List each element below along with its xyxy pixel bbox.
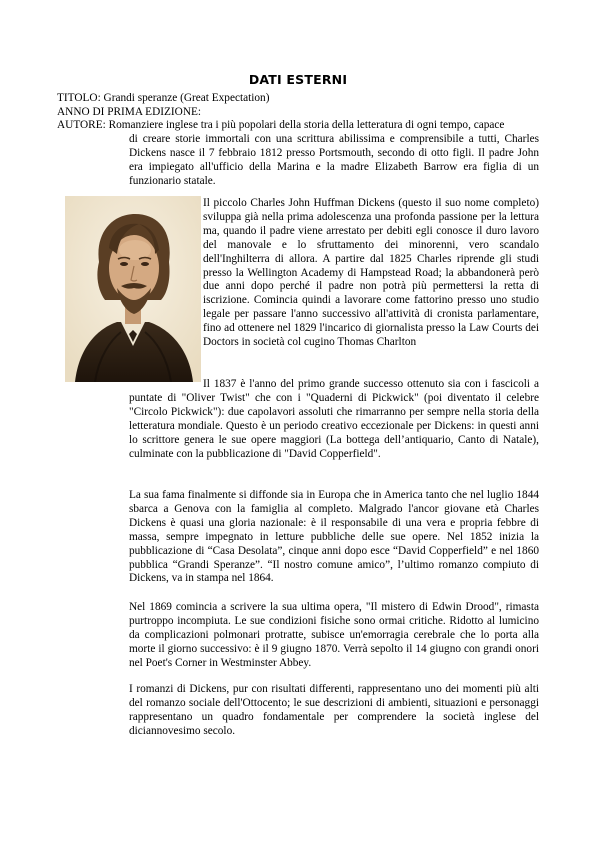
autore-continuation: di creare storie immortali con una scrittura abilissima e comprensibile a tutti, Charles Dickens nasce il 7 febbraio 1812 presso Portsmouth, secondo di otto figli. Il padre John era impiegato all'ufficio della Marina e la madre Elizabeth Barrow era figlia di un funzionario statale. [129,132,539,187]
anno-line: ANNO DI PRIMA EDIZIONE: [57,105,202,118]
autore-label-line: AUTORE: Romanziere inglese tra i più popolari della storia della letteratura di ogni tempo, capace [57,119,505,131]
author-portrait-image [65,196,201,382]
paragraph-youth: Il piccolo Charles John Huffman Dickens (questo il suo nome completo) sviluppa già nella prima adolescenza una profonda passione per la lettura ma, quando il padre viene arrestato per debiti egli conosce il duro lavoro del manovale e lo sfruttamento dei minorenni, vero scandalo dell'Inghilterra di allora. A partire dal 1825 Charles riprende gli studi presso la Wellington Academy di Hampstead Road; la abbandonerà però due anni dopo perché il padre non potrà più permettersi la retta di iscrizione. Comincia quindi a lavorare come fattorino presso uno studio legale per passare l'anno successivo all'attività di cronista parlamentare, fino ad ottenere nel 1829 l'incarico di giornalista presso la Law Courts dei Doctors in società col cugino Thomas Charlton [203,197,539,349]
paragraph-last-years: Nel 1869 comincia a scrivere la sua ultima opera, "Il mistero di Edwin Drood", rimasta purtroppo incompiuta. Le sue condizioni fisiche sono ormai critiche. Ridotto al lumicino da complicazioni polmonari protratte, subisce un'emorragia cerebrale che lo porta alla morte il giorno successivo: è il 9 giugno 1870. Verrà sepolto il 14 giugno con grandi onori nel Poet's Corner in Westminster Abbey. [129,601,539,669]
paragraph-success-1837 [129,378,539,461]
autore-section [57,119,539,189]
paragraph-legacy: I romanzi di Dickens, pur con risultati differenti, rappresentano uno dei momenti più alti del romanzo sociale dell'Ottocento; le sue descrizioni di ambienti, situazioni e personaggi rappresentano un quadro fondamentale per comprendere la società inglese del diciannovesimo secolo. [129,683,539,737]
paragraph-success-1837-text: Il 1837 è l'anno del primo grande successo ottenuto sia con i fascicoli a puntate di "Oliver Twist" che con i "Quaderni di Pickwick" (poi diventato il celebre "Circolo Pickwick"): due capolavori assoluti che rimarranno per sempre nella storia della letteratura mondiale. Questo è un periodo creativo eccezionale per Dickens: in questi anni lo scrittore genera le sue opere maggiori (La bottega dell’antiquario, Canto di Natale), culminate con la pubblicazione di "David Copperfield". [129,378,539,460]
titolo-line: TITOLO: Grandi speranze (Great Expectation) [57,92,270,104]
portrait-illustration [65,196,201,382]
page-title: DATI ESTERNI [248,72,348,87]
paragraph-fame: La sua fama finalmente si diffonde sia in Europa che in America tanto che nel luglio 1844 sbarca a Genova con la famiglia al completo. Malgrado l'ancor giovane età Charles Dickens è quasi una gloria nazionale: è il responsabile di una vera e propria febbre di massa, sempre impegnato in letture pubbliche delle sue opere. Nel 1852 inizia la pubblicazione di “Casa Desolata”, cinque anni dopo esce “David Copperfield” e nel 1860 pubblica “Grandi Speranze”. “Il nostro comune amico”, l’ultimo romanzo compiuto di Dickens, va in stampa nel 1864. [129,489,539,585]
